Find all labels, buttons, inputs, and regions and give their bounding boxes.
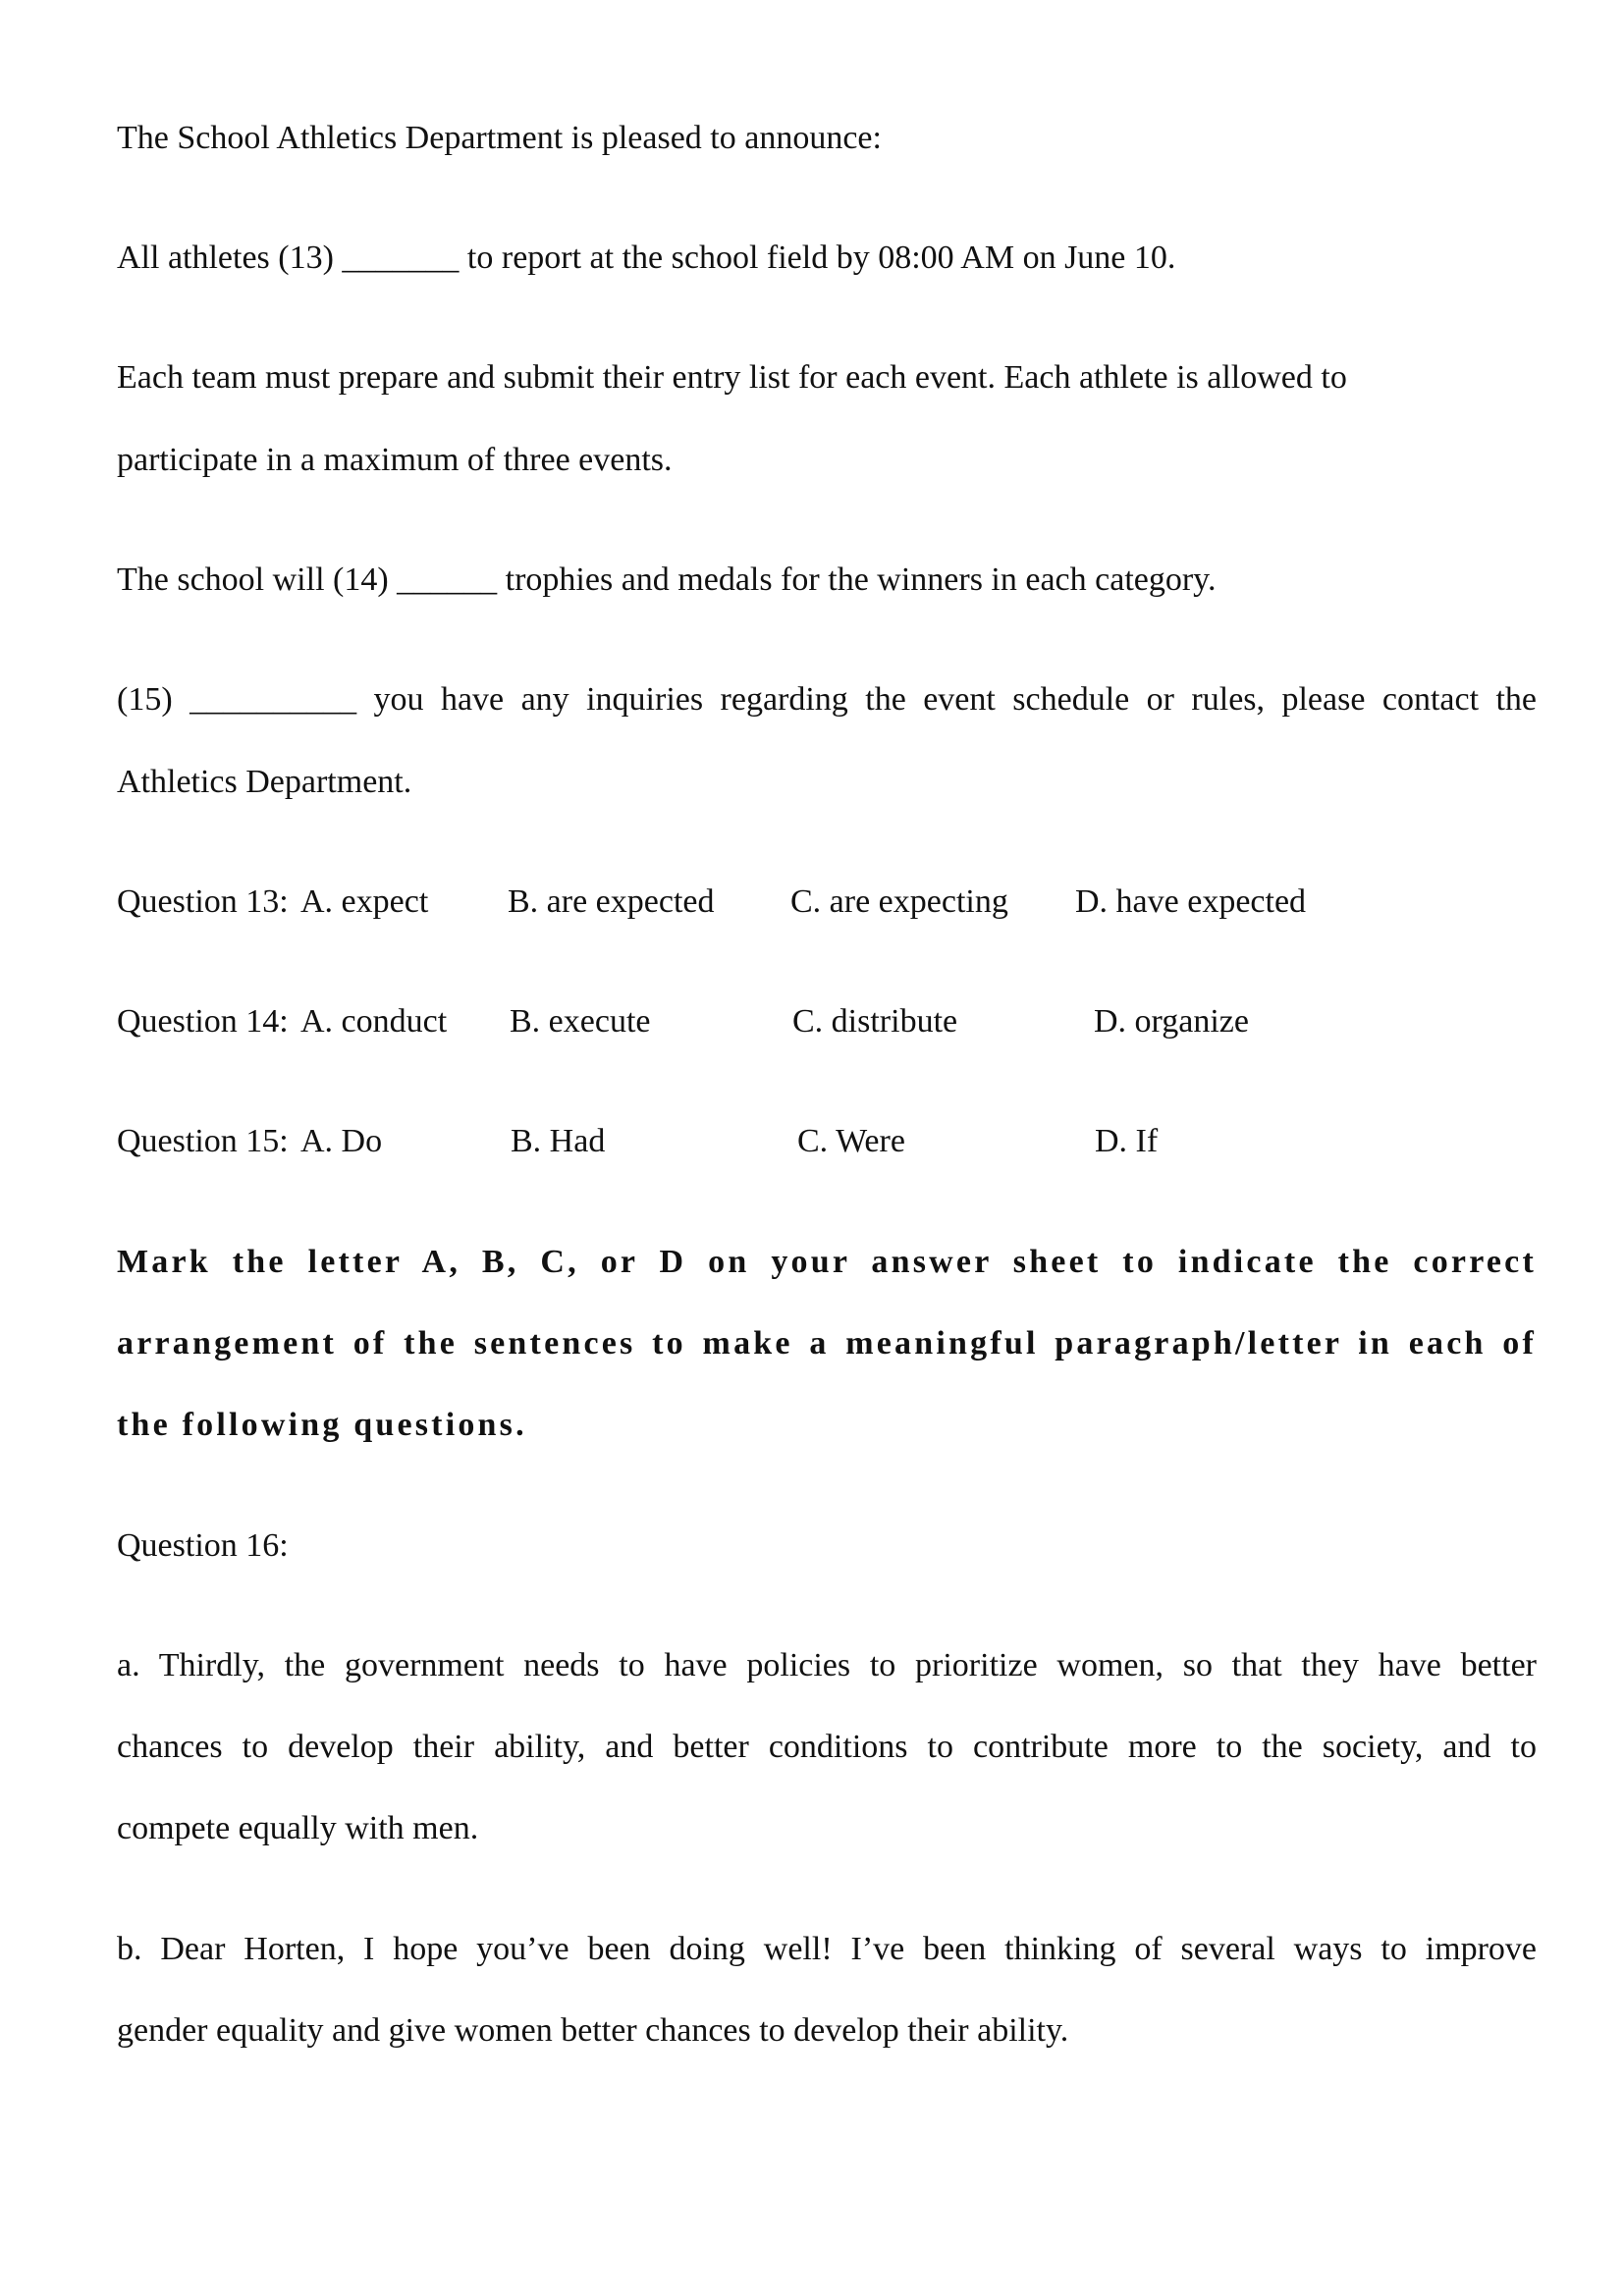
question-16-a-line-1: a. Thirdly, the government needs to have policies to prioritize women, so that they have better (117, 1647, 1537, 1683)
question-16-label: Question 16: (117, 1527, 289, 1564)
question-15-option-a: A. Do (300, 1123, 383, 1159)
notice-line-15a: (15) __________ you have any inquiries regarding the event schedule or rules, please contact the (117, 681, 1537, 718)
instruction-line-2: arrangement of the sentences to make a meaningful paragraph/letter in each of (117, 1325, 1537, 1362)
question-15-option-c: C. Were (797, 1123, 905, 1159)
question-14-label: Question 14: (117, 1003, 289, 1040)
question-14-option-b: B. execute (510, 1003, 651, 1040)
instruction-line-3: the following questions. (117, 1407, 527, 1443)
question-15-option-b: B. Had (511, 1123, 606, 1159)
question-14-option-d: D. organize (1094, 1003, 1249, 1040)
question-15-label: Question 15: (117, 1123, 289, 1159)
notice-line-15b: Athletics Department. (117, 764, 412, 800)
question-16-b-line-2: gender equality and give women better chances to develop their ability. (117, 2012, 1069, 2049)
notice-entry-line-1: Each team must prepare and submit their entry list for each event. Each athlete is allowed to (117, 359, 1347, 396)
notice-line-14: The school will (14) ______ trophies and medals for the winners in each category. (117, 561, 1217, 598)
notice-entry-line-2: participate in a maximum of three events. (117, 442, 673, 478)
notice-intro: The School Athletics Department is pleased to announce: (117, 120, 882, 156)
question-14-option-c: C. distribute (792, 1003, 958, 1040)
instruction-line-1: Mark the letter A, B, C, or D on your answer sheet to indicate the correct (117, 1244, 1537, 1280)
question-13-option-a: A. expect (300, 883, 429, 920)
question-13-option-b: B. are expected (508, 883, 715, 920)
question-15-option-d: D. If (1095, 1123, 1159, 1159)
question-16-b-line-1: b. Dear Horten, I hope you’ve been doing well! I’ve been thinking of several ways to improve (117, 1931, 1537, 1967)
question-16-a-line-3: compete equally with men. (117, 1810, 479, 1846)
question-14-option-a: A. conduct (300, 1003, 448, 1040)
notice-line-13: All athletes (13) _______ to report at the school field by 08:00 AM on June 10. (117, 240, 1176, 276)
question-13-option-d: D. have expected (1075, 883, 1307, 920)
question-13-option-c: C. are expecting (790, 883, 1008, 920)
question-13-label: Question 13: (117, 883, 289, 920)
question-16-a-line-2: chances to develop their ability, and better conditions to contribute more to the society, and to (117, 1729, 1537, 1765)
